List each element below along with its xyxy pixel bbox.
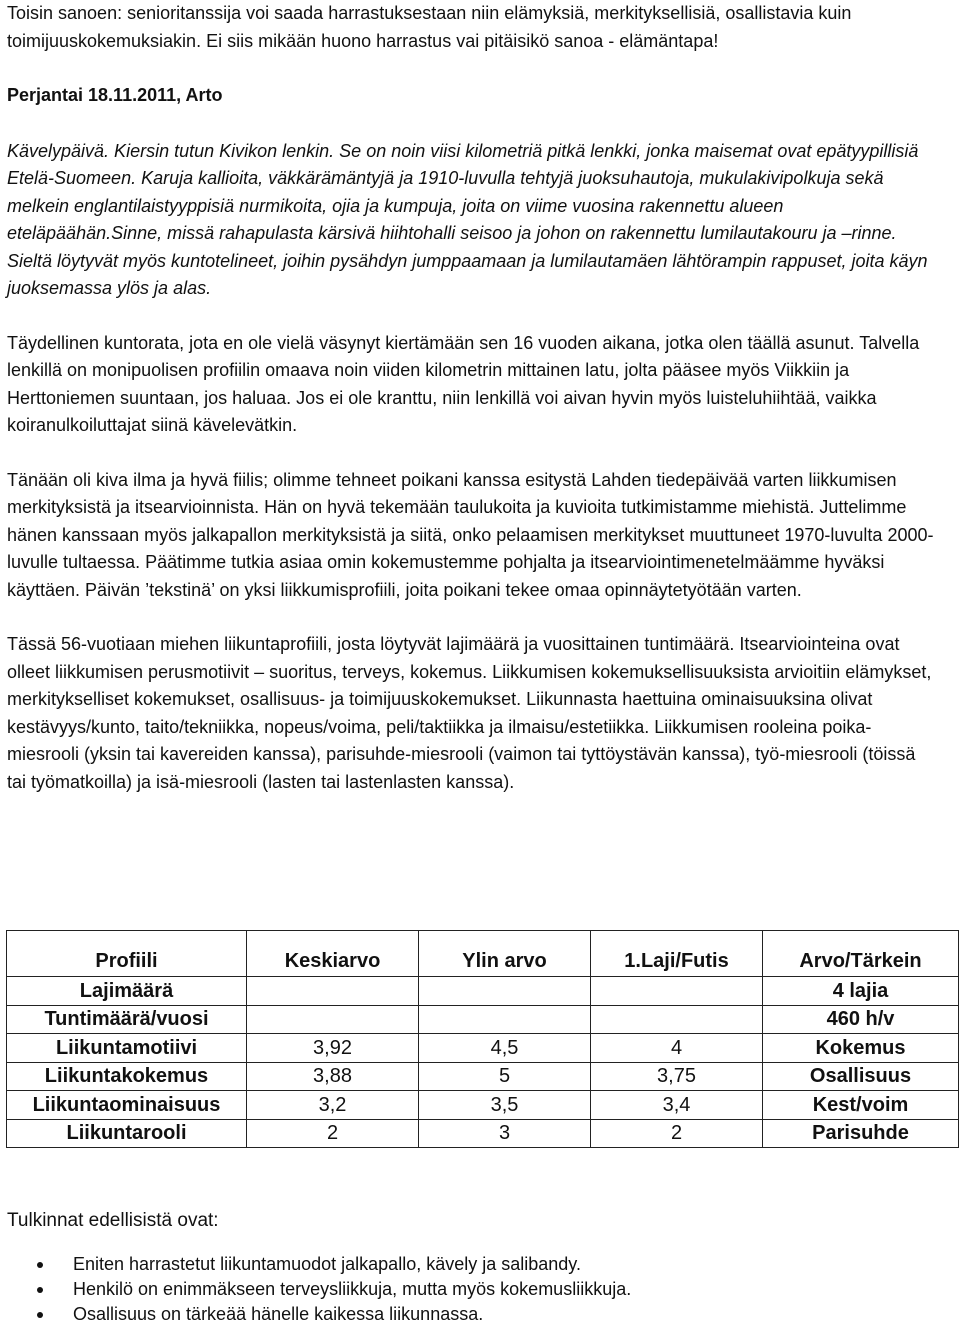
table-cell: 4 lajia: [763, 977, 959, 1006]
entry-date-heading: Perjantai 18.11.2011, Arto: [7, 85, 223, 105]
table-cell: 2: [247, 1119, 419, 1148]
entry-paragraph-4: Tässä 56-vuotiaan miehen liikuntaprofiili, josta löytyvät lajimäärä ja vuosittainen tuntimäärä. Itsearviointeina ovat olleet liikkumisen perusmotiivit – suoritus, terveys, kokemus. Liikkumisen kokemuksellisuuksista arvioitiin elämykset, merkitykselliset kokemukset, osallisuus- ja toimijuuskokemukset. Liikunnasta haettuina ominaisuuksina olivat kestävyys/kunto, taito/tekniikka, nopeus/voima, peli/taktiikka ja ilmaisu/estetiikka. Liikkumisen rooleina poika-miesrooli (yksin tai kavereiden kanssa), parisuhde-miesrooli (vaimon tai tyttöystävän kanssa), työ-miesrooli (töissä tai työmatkoilla) ja isä-miesrooli (lasten tai lastenlasten kanssa).: [7, 634, 932, 792]
list-item-text: Osallisuus on tärkeää hänelle kaikessa liikunnassa.: [73, 1304, 484, 1324]
entry-paragraph-3: Tänään oli kiva ilma ja hyvä fiilis; olimme tehneet poikani kanssa esitystä Lahden tiedepäivää varten liikkumisen merkityksistä ja itsearvioinnista. Hän on hyvä tekemään taulukoita ja kuvioita tutkimistamme miehistä. Juttelimme hänen kanssaan myös jalkapallon merkityksistä ja siitä, onko pelaamisen merkitykset muuttuneet 1970-luvulta 2000-luvulle tultaessa. Päätimme tutkia asiaa omin kokemustemme pohjalta ja itsearviointimenetelmäämme hyväksi käyttäen. Päivän ’tekstinä’ on yksi liikkumisprofiili, joita poikani tekee omaa opinnäytetyötään varten.: [7, 469, 934, 600]
table-cell: 4,5: [419, 1034, 591, 1063]
entry-paragraph-2: Täydellinen kuntorata, jota en ole vielä väsynyt kiertämään sen 16 vuoden aikana, jotka olen täällä asunut. Talvella lenkillä on monipuolisen profiilin omaava noin viiden kilometrin mittainen latu, jolta pääsee myös Viikkiin ja Herttoniemen suuntaan, jos haluaa. Jos ei ole kranttu, niin lenkillä voi aivan hyvin myös luisteluhiihtää, vaikka koiranulkoiluttajat siinä kävelevätkin.: [7, 332, 920, 435]
table-cell: Parisuhde: [763, 1119, 959, 1148]
table-cell: Lajimäärä: [7, 977, 247, 1006]
table-cell: 3: [419, 1119, 591, 1148]
table-header-cell: 1.Laji/Futis: [591, 931, 763, 977]
table-header-cell: Keskiarvo: [247, 931, 419, 977]
table-row: [7, 1034, 959, 1063]
notes-heading: Tulkinnat edellisistä ovat:: [7, 1210, 219, 1231]
table-cell: 5: [419, 1062, 591, 1091]
table-cell: [591, 1005, 763, 1034]
table-cell: 3,92: [247, 1034, 419, 1063]
bullet-icon: [37, 1262, 43, 1268]
table-cell: Kokemus: [763, 1034, 959, 1063]
table-cell: Tuntimäärä/vuosi: [7, 1005, 247, 1034]
table-row: [7, 1062, 959, 1091]
list-item-text: Henkilö on enimmäkseen terveysliikkuja, mutta myös kokemusliikkuja.: [73, 1279, 632, 1299]
table-cell: 3,4: [591, 1091, 763, 1120]
list-item: [7, 1302, 631, 1327]
bullet-icon: [37, 1287, 43, 1293]
entry-paragraph-1: Kävelypäivä. Kiersin tutun Kivikon lenkin. Se on noin viisi kilometriä pitkä lenkki, jonka maisemat ovat epätyypillisiä Etelä-Suomeen. Karuja kallioita, väkkärämäntyjä ja 1910-luvulla tehtyjä juoksuhautoja, mukulakivipolkuja sekä melkein englantilaistyyppisiä nurmikoita, ojia ja kumpuja, joita on viime vuosina rakennettu alueen eteläpäähän.Sinne, missä rahapulasta kärsivä hiihtohalli seisoo ja johon on rakennettu lumilautakouru ja –rinne. Sieltä löytyvät myös kuntotelineet, joihin pysähdyn jumppaamaan ja lumilautamäen lähtörampin rappuset, joita käyn juoksemassa ylös ja alas.: [7, 140, 928, 298]
bullet-icon: [37, 1312, 43, 1318]
table-header-cell: Arvo/Tärkein: [763, 931, 959, 977]
table-cell: [419, 977, 591, 1006]
table-cell: Osallisuus: [763, 1062, 959, 1091]
intro-paragraph: Toisin sanoen: senioritanssija voi saada harrastuksestaan niin elämyksiä, merkityksellisiä, osallistavia kuin toimijuuskokemuksiakin. Ei siis mikään huono harrastus vai pitäisikö sanoa - elämäntapa!: [7, 3, 852, 51]
profile-table: [6, 930, 959, 1148]
table-cell: Liikuntakokemus: [7, 1062, 247, 1091]
table-cell: Kest/voim: [763, 1091, 959, 1120]
table-row: [7, 1091, 959, 1120]
list-item-text: Eniten harrastetut liikuntamuodot jalkapallo, kävely ja salibandy.: [73, 1254, 581, 1274]
table-cell: 460 h/v: [763, 1005, 959, 1034]
list-item: [7, 1252, 631, 1277]
table-header-row: [7, 931, 959, 977]
table-cell: [419, 1005, 591, 1034]
table-header-cell: Ylin arvo: [419, 931, 591, 977]
table-cell: 4: [591, 1034, 763, 1063]
table-cell: 2: [591, 1119, 763, 1148]
table-row: [7, 1005, 959, 1034]
list-item: [7, 1277, 631, 1302]
table-row: [7, 977, 959, 1006]
table-row: [7, 1119, 959, 1148]
table-cell: [591, 977, 763, 1006]
table-cell: Liikuntaominaisuus: [7, 1091, 247, 1120]
table-cell: 3,75: [591, 1062, 763, 1091]
notes-list: [7, 1252, 631, 1327]
table-cell: 3,88: [247, 1062, 419, 1091]
table-cell: [247, 1005, 419, 1034]
table-cell: 3,5: [419, 1091, 591, 1120]
table-cell: Liikuntamotiivi: [7, 1034, 247, 1063]
table-cell: [247, 977, 419, 1006]
table-header-cell: Profiili: [7, 931, 247, 977]
table-cell: 3,2: [247, 1091, 419, 1120]
table-cell: Liikuntarooli: [7, 1119, 247, 1148]
